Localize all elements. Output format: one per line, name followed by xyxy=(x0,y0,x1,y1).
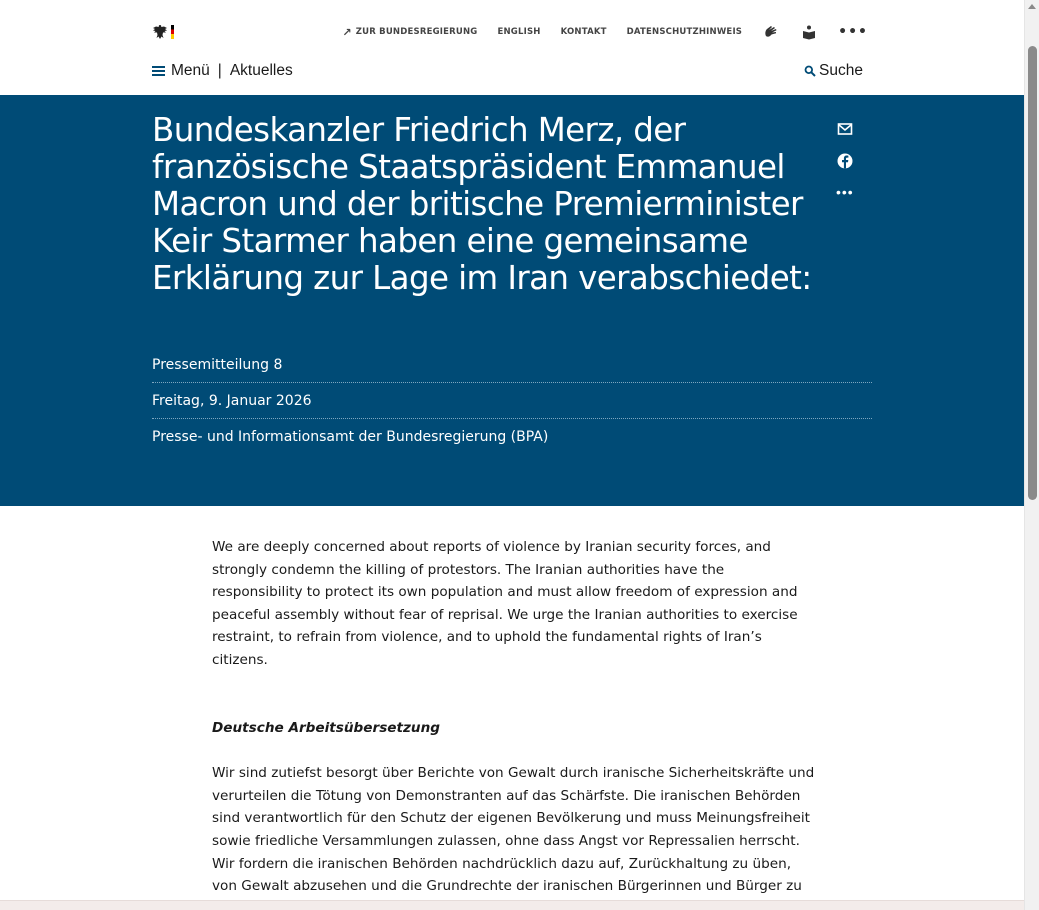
press-release-meta xyxy=(152,347,872,455)
translation-subheading: Deutsche Arbeitsübersetzung xyxy=(212,719,441,736)
sign-language-icon xyxy=(762,24,780,40)
zur-bundesregierung-link[interactable] xyxy=(342,26,477,39)
meta-navigation xyxy=(342,24,868,40)
page-scrollbar[interactable] xyxy=(1024,0,1039,910)
press-release-source: Presse- und Informationsamt der Bundesregierung (BPA) xyxy=(152,429,549,445)
federal-eagle-icon xyxy=(152,24,168,40)
breadcrumb-aktuelles[interactable]: Aktuelles xyxy=(229,62,293,79)
breadcrumb-separator: | xyxy=(217,62,222,79)
english-label: ENGLISH xyxy=(497,27,541,37)
kontakt-label: KONTAKT xyxy=(560,27,607,37)
page-title: Bundeskanzler Friedrich Merz, der französische Staatspräsident Emmanuel Macron und der britische Premierminister Keir Starmer haben eine gemeinsame Erklärung zur Lage im Iran verabschiedet: xyxy=(152,111,812,297)
article-hero xyxy=(0,95,1024,506)
bottom-edge xyxy=(0,900,1024,910)
easy-language-link[interactable] xyxy=(800,24,818,40)
more-dots-icon: ••• xyxy=(838,24,868,40)
press-release-date: Freitag, 9. Januar 2026 xyxy=(152,383,872,419)
external-arrow-icon: ↗ xyxy=(342,25,352,39)
facebook-icon[interactable] xyxy=(836,152,854,170)
site-header xyxy=(0,0,1024,95)
sign-language-link[interactable] xyxy=(762,24,780,40)
german-flag-bar xyxy=(171,25,174,39)
more-links-button[interactable] xyxy=(838,24,868,40)
email-icon[interactable] xyxy=(836,120,854,138)
datenschutzhinweis-link[interactable] xyxy=(627,27,743,37)
menu-button[interactable]: Menü xyxy=(171,62,210,79)
scroll-up-arrow-icon[interactable] xyxy=(1028,4,1036,9)
german-translation: Wir sind zutiefst besorgt über Berichte von Gewalt durch iranische Sicherheitskräfte und verurteilen die Tötung von Demonstranten auf das Schärfste. Die iranischen Behörden sind verantwortlich für den Schutz der eigenen Bevölkerung und muss Meinungsfreiheit sowie friedliche Versammlungen zulassen, ohne dass Angst vor Repressalien herrscht. Wir fordern die iranischen Behörden nachdrücklich dazu auf, Zurückhaltung zu üben, von Gewalt abzusehen und die Grundrechte der iranischen Bürgerinnen und Bürger zu xyxy=(212,765,815,895)
search-label: Suche xyxy=(819,62,863,79)
hamburger-icon[interactable] xyxy=(152,66,165,76)
share-more-button[interactable]: ••• xyxy=(836,184,854,200)
english-link[interactable] xyxy=(497,27,540,37)
english-statement: We are deeply concerned about reports of violence by Iranian security forces, and strongly condemn the killing of protestors. The Iranian authorities have the responsibility to protect its own population and must allow freedom of expression and peaceful assembly without fear of reprisal. We urge the Iranian authorities to exercise restraint, to refrain from violence, and to uphold the fundamental rights of Iran’s citizens. xyxy=(212,539,798,668)
article-body xyxy=(212,536,817,910)
bundesregierung-logo[interactable] xyxy=(152,23,178,41)
share-bar xyxy=(836,120,856,202)
scrollbar-thumb[interactable] xyxy=(1028,46,1037,500)
search-button[interactable] xyxy=(804,60,863,82)
easy-language-icon xyxy=(800,24,818,40)
zur-bundesregierung-label: ZUR BUNDESREGIERUNG xyxy=(355,27,478,37)
kontakt-link[interactable] xyxy=(561,27,607,37)
search-icon xyxy=(804,65,816,77)
datenschutzhinweis-label: DATENSCHUTZHINWEIS xyxy=(626,27,743,37)
press-release-type: Pressemitteilung 8 xyxy=(152,347,872,383)
main-navigation xyxy=(152,60,293,82)
